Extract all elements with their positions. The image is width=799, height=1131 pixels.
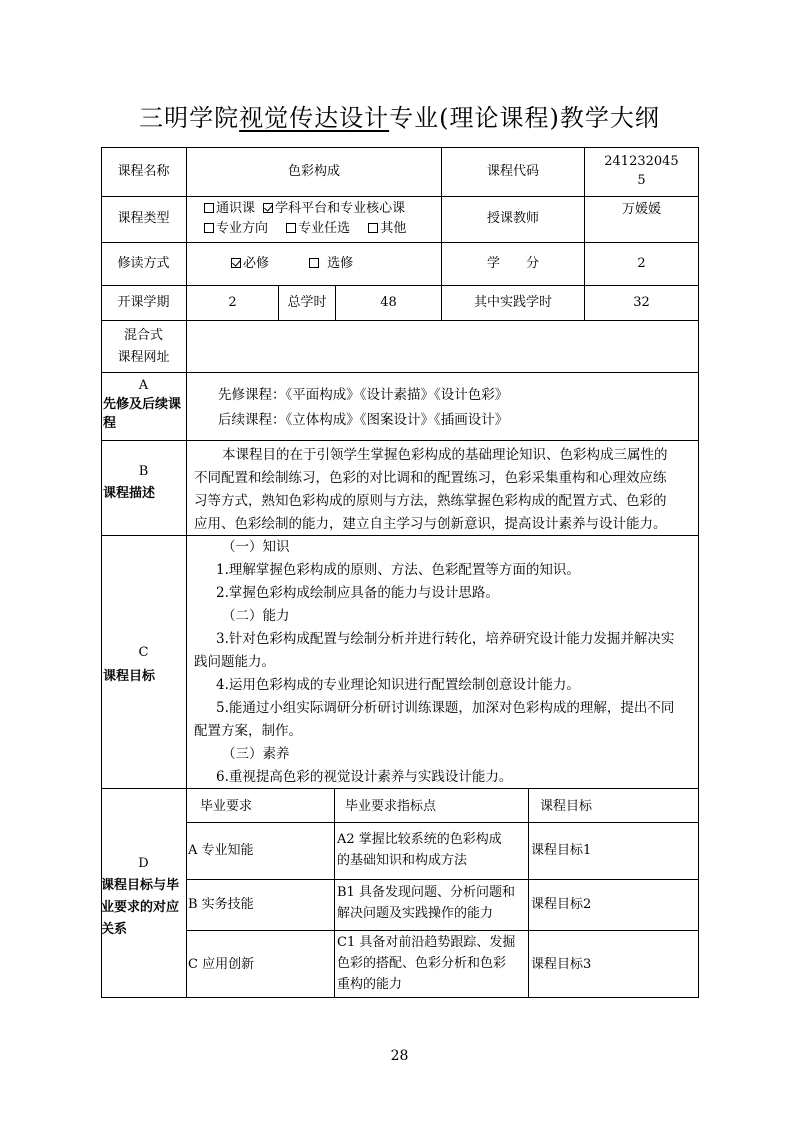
checkbox-icon bbox=[309, 258, 319, 268]
checkbox-checked-icon bbox=[231, 258, 241, 268]
type-option-direction[interactable]: 专业方向 bbox=[204, 221, 268, 236]
d-header-goal: 课程目标 bbox=[540, 799, 593, 814]
mode-required[interactable]: 必修 bbox=[231, 256, 269, 271]
section-b-content: 本课程目的在于引领学生掌握色彩构成的基础理论知识、色彩构成三属性的 不同配置和绘制练习，色彩的对比调和的配置练习，色彩采集重构和心理效应练 习等方式，熟知色彩构成的原则与方法，熟练掌握色彩构成的配置方式、色彩的 应用、色彩绘制的能力，建立自主学习与创新意识，提高设计素养与设计能力。 bbox=[194, 447, 668, 532]
checkbox-icon bbox=[286, 223, 296, 233]
study-mode-options bbox=[231, 254, 441, 274]
course-code-value: 241232045 5 bbox=[604, 154, 679, 188]
course-name-value: 色彩构成 bbox=[287, 164, 340, 179]
course-name-label: 课程名称 bbox=[117, 164, 170, 179]
teacher-label: 授课教师 bbox=[486, 211, 539, 226]
checkbox-checked-icon bbox=[263, 203, 273, 213]
type-option-general[interactable]: 通识课 bbox=[204, 201, 255, 216]
type-option-core[interactable]: 学科平台和专业核心课 bbox=[263, 201, 405, 216]
type-option-elective[interactable]: 专业任选 bbox=[286, 221, 350, 236]
study-mode-label: 修读方式 bbox=[117, 256, 170, 271]
type-option-other[interactable]: 其他 bbox=[368, 221, 406, 236]
teacher-value: 万媛媛 bbox=[621, 202, 661, 217]
d-row-req: B 实务技能 bbox=[188, 897, 254, 912]
prereq-courses: 先修课程：《平面构成》《设计素描》《设计色彩》 bbox=[218, 387, 509, 403]
practice-hours-label: 其中实践学时 bbox=[473, 295, 552, 310]
section-a-label: A 先修及后续课程 bbox=[103, 378, 182, 431]
d-row-goal: 课程目标1 bbox=[531, 843, 592, 858]
total-hours-label: 总学时 bbox=[287, 295, 327, 310]
mode-elective[interactable]: 选修 bbox=[309, 256, 353, 271]
d-row-indicator: A2 掌握比较系统的色彩构成 的基础知识和构成方法 bbox=[337, 832, 502, 868]
d-row-req: A 专业知能 bbox=[188, 843, 254, 858]
course-code-label: 课程代码 bbox=[486, 164, 539, 179]
page-title bbox=[0, 98, 799, 138]
section-d-label: D 课程目标与毕 业要求的对应 关系 bbox=[101, 856, 180, 937]
practice-hours-value: 32 bbox=[633, 295, 650, 310]
website-label: 混合式 课程网址 bbox=[117, 328, 170, 365]
course-type-label: 课程类型 bbox=[117, 211, 170, 226]
d-row-indicator: C1 具备对前沿趋势跟踪、发掘 色彩的搭配、色彩分析和色彩 重构的能力 bbox=[337, 935, 516, 992]
d-row-goal: 课程目标2 bbox=[531, 897, 592, 912]
section-b-label: B 课程描述 bbox=[103, 464, 156, 501]
semester-value: 2 bbox=[228, 295, 237, 310]
section-a-content bbox=[218, 383, 688, 433]
semester-label: 开课学期 bbox=[117, 295, 170, 310]
school-name: 三明学院 bbox=[139, 104, 240, 132]
d-header-requirement: 毕业要求 bbox=[200, 799, 253, 814]
credit-value: 2 bbox=[637, 256, 646, 271]
followup-courses: 后续课程：《立体构成》《图案设计》《插画设计》 bbox=[218, 412, 509, 428]
checkbox-icon bbox=[204, 203, 214, 213]
page-number: 28 bbox=[390, 1048, 409, 1064]
course-type-options bbox=[204, 199, 440, 239]
d-header-indicator: 毕业要求指标点 bbox=[345, 799, 437, 814]
checkbox-icon bbox=[204, 223, 214, 233]
d-row-req: C 应用创新 bbox=[188, 957, 255, 972]
d-row-indicator: B1 具备发现问题、分析问题和 解决问题及实践操作的能力 bbox=[337, 885, 515, 921]
total-hours-value: 48 bbox=[380, 295, 397, 310]
checkbox-icon bbox=[368, 223, 378, 233]
major-name: 视觉传达设计 bbox=[239, 104, 390, 132]
title-suffix: 专业(理论课程)教学大纲 bbox=[389, 104, 660, 132]
section-c-label: C 课程目标 bbox=[103, 645, 156, 684]
d-row-goal: 课程目标3 bbox=[531, 957, 592, 972]
credit-label: 学 分 bbox=[486, 256, 539, 271]
section-c-content: （一）知识 1.理解掌握色彩构成的原则、方法、色彩配置等方面的知识。 2.掌握色彩构成绘制应具备的能力与设计思路。 （二）能力 3.针对色彩构成配置与绘制分析并进行转化，培养研究设计能力发掘并解决实 践问题能力。 4.运用色彩构成的专业理论知识进行配置绘制创意设计能力。 5.能通过小组实际调研分析研讨训练课题，加深对色彩构成的理解，提出不同 配置方案，制作。 （三）素养 6.重视提高色彩的视觉设计素养与实践设计能力。 bbox=[194, 539, 675, 785]
